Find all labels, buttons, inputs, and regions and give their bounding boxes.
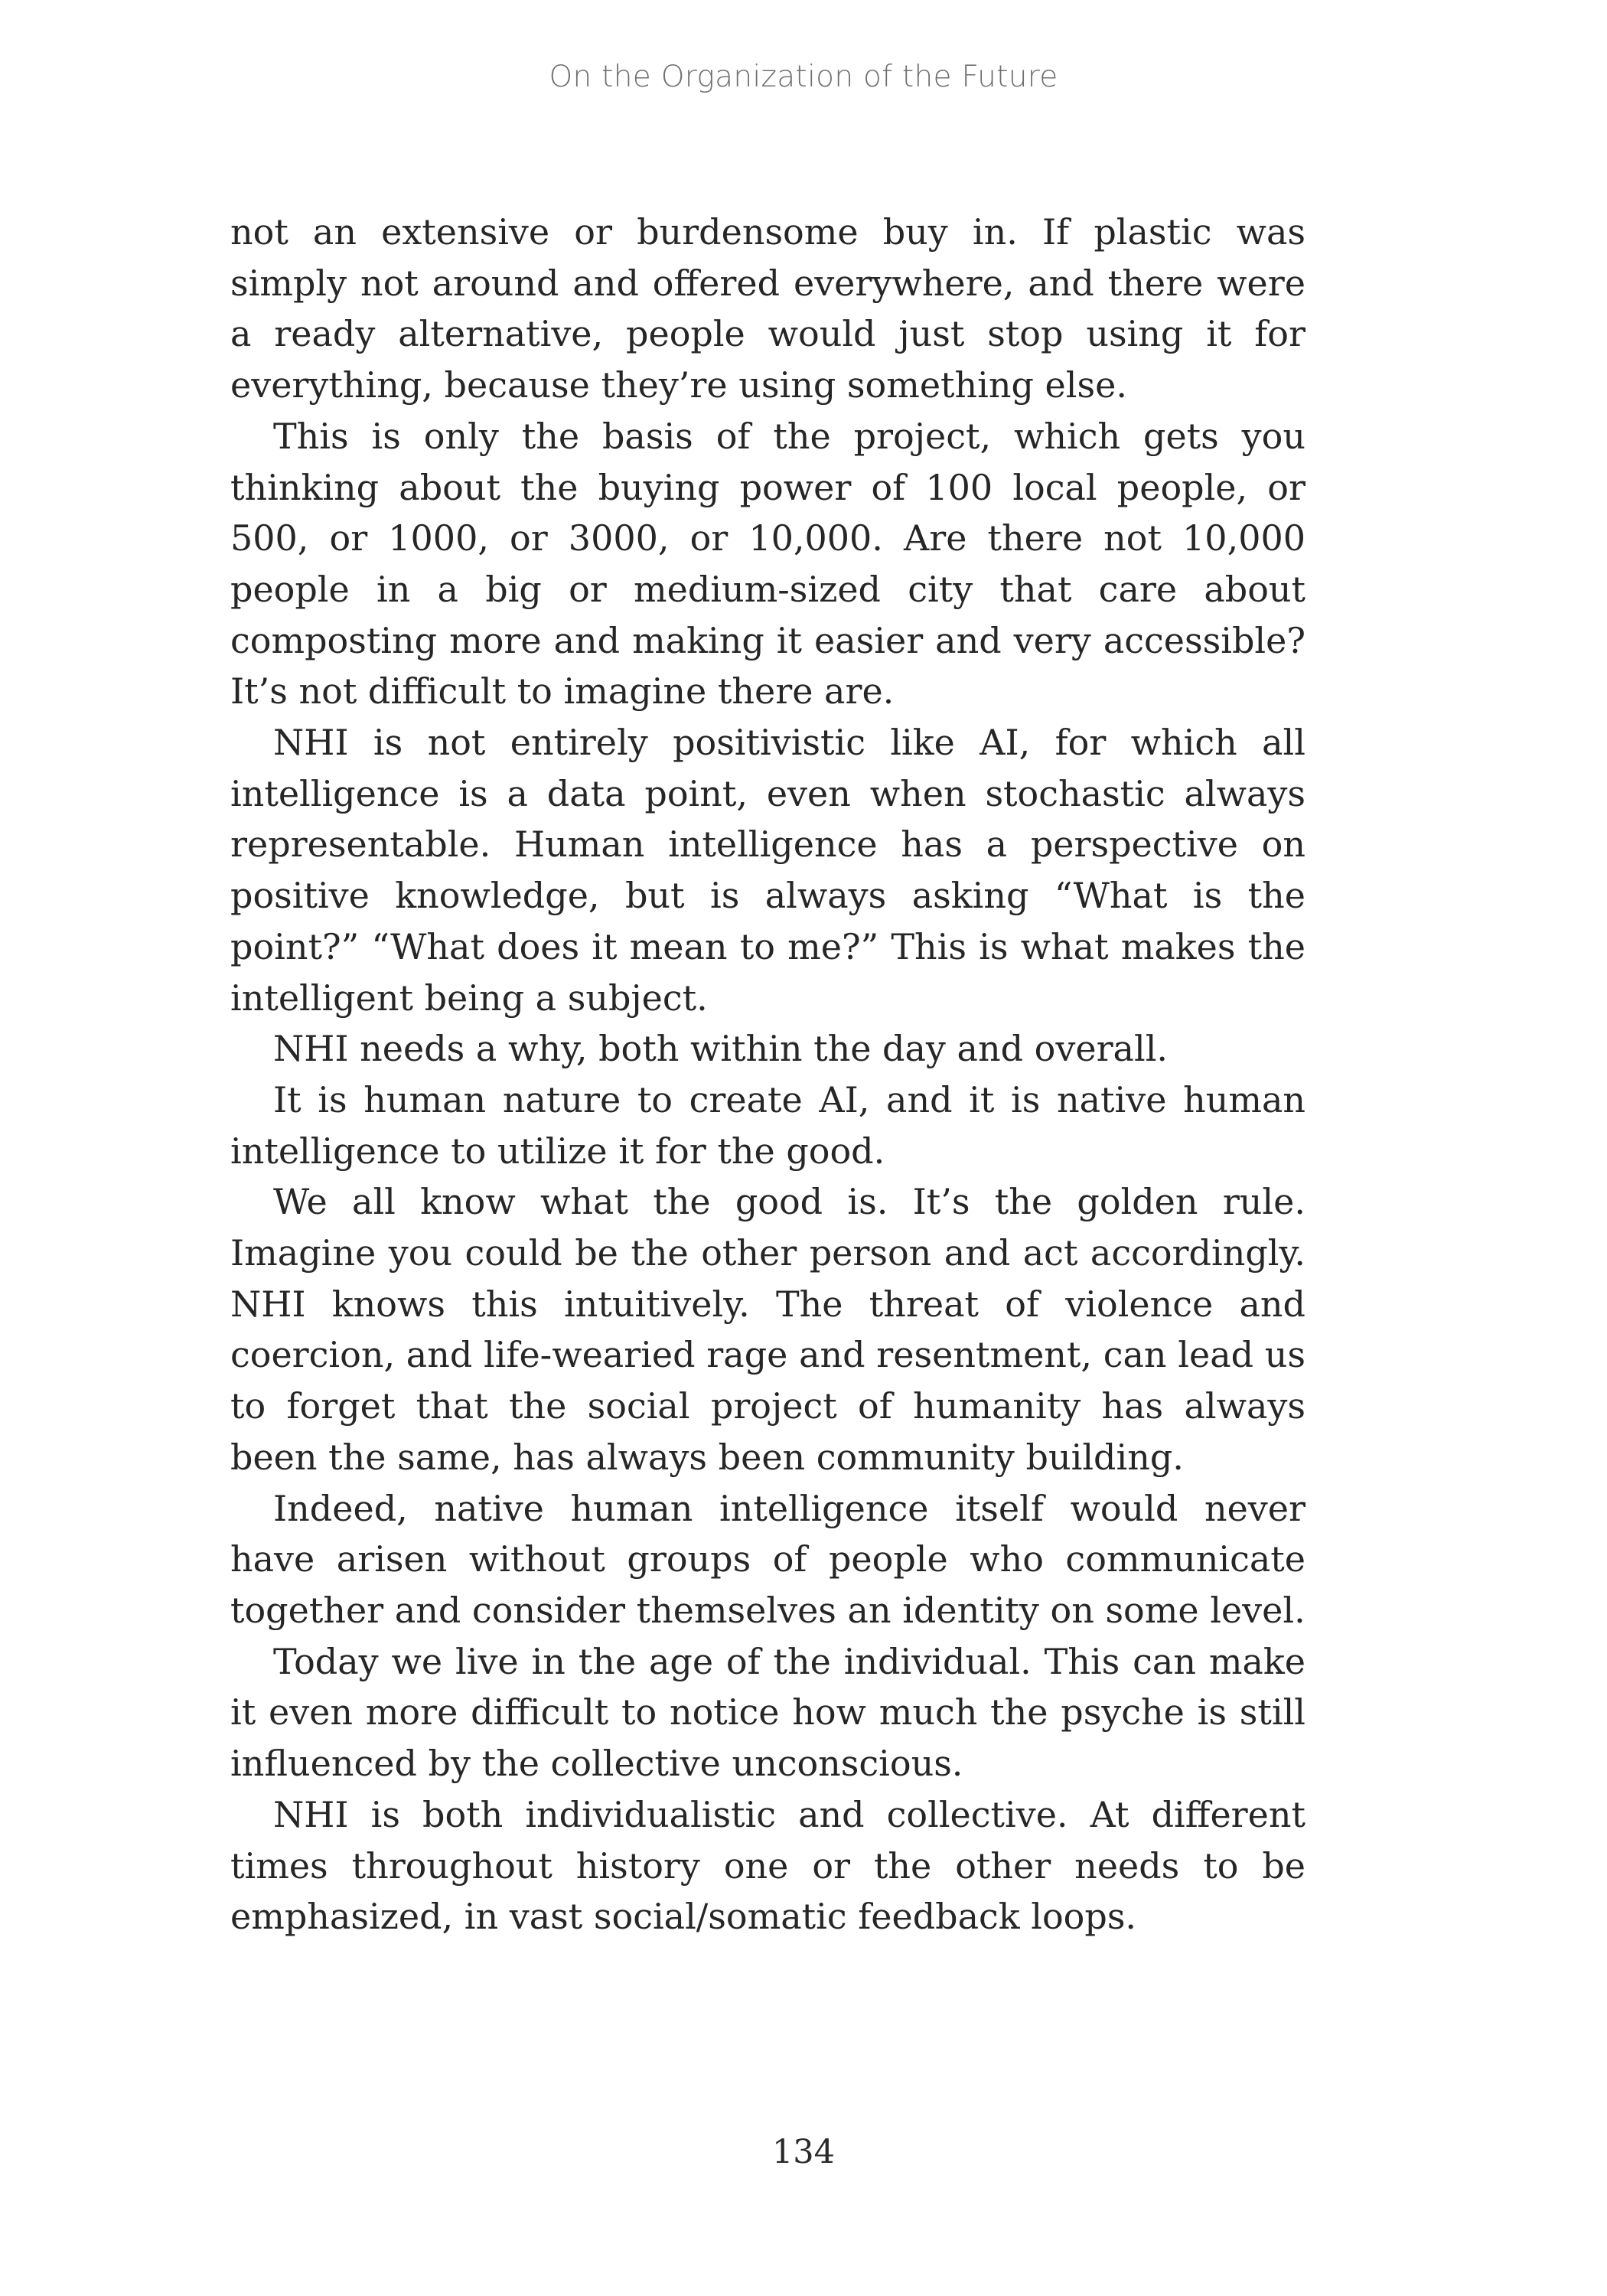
paragraph-3: NHI is not entirely positivistic like AI, for which all intelligence is a data point, even when stochastic always representable. Human intelligence has a perspective on positive knowledge, but is always asking “What is the point?” “What does it mean to me?” This is what makes the intelligent being a subject. xyxy=(230,722,1305,1019)
paragraph-9: NHI is both individualistic and collective. At different times throughout history one or the other needs to be emphasized, in vast social/somatic feedback loops. xyxy=(230,1793,1305,1938)
paragraph-7: Indeed, native human intelligence itself would never have arisen without groups of people who communicate together and consider themselves an identity on some level. xyxy=(230,1487,1305,1631)
page-number: 134 xyxy=(771,2133,836,2171)
paragraph-2: This is only the basis of the project, which gets you thinking about the buying power of 100 local people, or 500, or 1000, or 3000, or 10,000. Are there not 10,000 people in a big or medium-sized city that care about composting more and making it easier and very accessible? It’s not difficult to imagine there are. xyxy=(230,415,1305,713)
paragraph-4: NHI needs a why, both within the day and overall. xyxy=(273,1028,1169,1070)
paragraph-8: Today we live in the age of the individual. This can make it even more difficult to notice how much the psyche is still influenced by the collective unconscious. xyxy=(230,1640,1305,1785)
body-text xyxy=(230,207,1305,1942)
paragraph-5: It is human nature to create AI, and it is native human intelligence to utilize it for the good. xyxy=(230,1078,1305,1172)
paragraph-1: not an extensive or burdensome buy in. If plastic was simply not around and offered everywhere, and there were a ready alternative, people would just stop using it for everything, because they’re using something else. xyxy=(230,211,1305,406)
running-header: On the Organization of the Future xyxy=(549,60,1058,94)
paragraph-6: We all know what the good is. It’s the golden rule. Imagine you could be the other person and act accordingly. NHI knows this intuitively. The threat of violence and coercion, and life-wearied rage and resentment, can lead us to forget that the social project of humanity has always been the same, has always been community building. xyxy=(230,1181,1305,1478)
